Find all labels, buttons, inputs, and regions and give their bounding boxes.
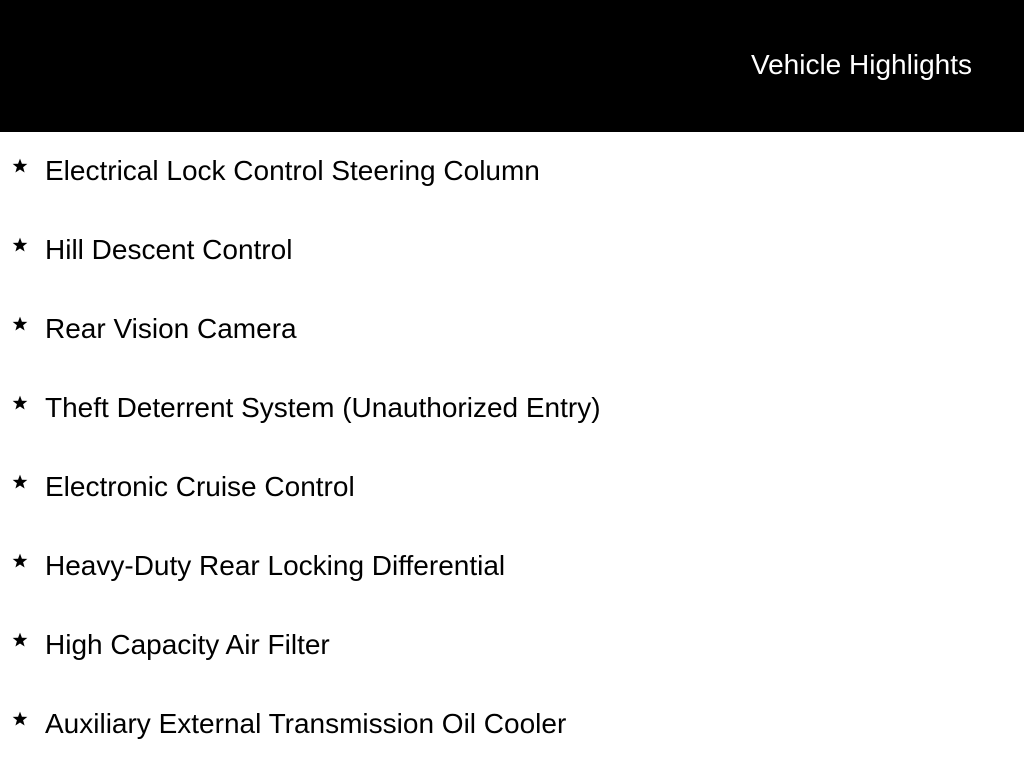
star-icon <box>10 393 30 413</box>
list-item <box>0 369 1024 448</box>
list-item <box>0 685 1024 764</box>
vehicle-highlights-list <box>0 132 1024 764</box>
list-item <box>0 132 1024 211</box>
star-icon <box>10 630 30 650</box>
star-icon <box>10 709 30 729</box>
list-item <box>0 211 1024 290</box>
list-item-label: Hill Descent Control <box>45 234 293 265</box>
list-item <box>0 448 1024 527</box>
list-item-label: Electrical Lock Control Steering Column <box>45 155 540 186</box>
list-item <box>0 527 1024 606</box>
star-icon <box>10 235 30 255</box>
star-icon <box>10 156 30 176</box>
star-icon <box>10 551 30 571</box>
list-item <box>0 606 1024 685</box>
page-title: Vehicle Highlights <box>750 49 972 80</box>
list-item-label: Heavy-Duty Rear Locking Differential <box>45 550 506 581</box>
star-icon <box>10 472 30 492</box>
star-icon <box>10 314 30 334</box>
list-item-label: High Capacity Air Filter <box>45 629 330 660</box>
list-item-label: Theft Deterrent System (Unauthorized Entry) <box>45 392 601 423</box>
list-item-label: Auxiliary External Transmission Oil Cooler <box>45 708 567 739</box>
list-item-label: Rear Vision Camera <box>45 313 297 344</box>
list-item-label: Electronic Cruise Control <box>45 471 355 502</box>
list-item <box>0 290 1024 369</box>
header-banner <box>0 0 1024 132</box>
